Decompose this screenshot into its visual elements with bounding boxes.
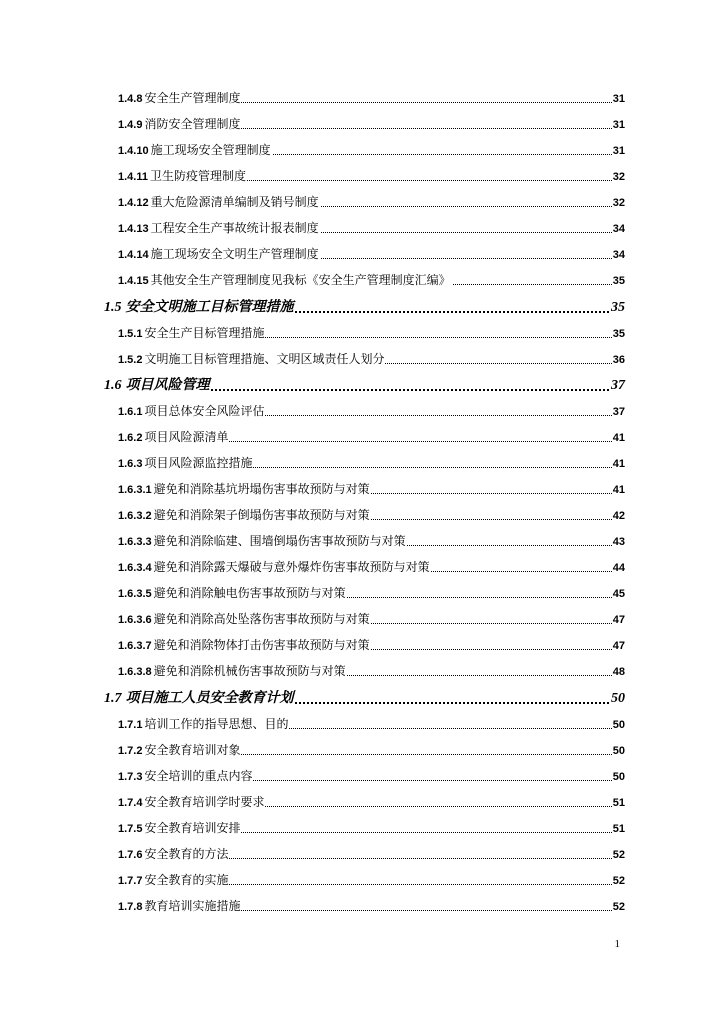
toc-entry[interactable] <box>0 531 724 551</box>
toc-entry[interactable] <box>0 661 724 681</box>
toc-entry-title: 避免和消除基坑坍塌伤害事故预防与对策 <box>153 482 370 496</box>
toc-section-number: 1.7 <box>104 691 122 706</box>
toc-entry[interactable] <box>0 583 724 603</box>
toc-entry-label <box>118 848 229 861</box>
toc-entry-page: 50 <box>612 745 625 757</box>
toc-entry-number: 1.4.14 <box>118 249 149 261</box>
toc-section-title: 项目施工人员安全教育计划 <box>125 690 294 706</box>
toc-entry-page: 47 <box>612 614 625 626</box>
toc-entry[interactable] <box>0 505 724 525</box>
toc-entry-page: 36 <box>612 354 625 366</box>
toc-entry-label <box>118 535 407 548</box>
toc-entry-page: 35 <box>612 328 625 340</box>
toc-entry-number: 1.6.3.5 <box>118 588 152 600</box>
toc-entry-title: 安全教育的实施 <box>144 873 229 887</box>
toc-entry-page: 34 <box>612 223 625 235</box>
toc-entry-page: 31 <box>612 93 625 105</box>
toc-entry-page: 32 <box>612 171 625 183</box>
toc-entry-number: 1.6.1 <box>118 406 143 418</box>
toc-entry-label <box>118 796 265 809</box>
toc-entry-page: 45 <box>612 588 625 600</box>
toc-entry-number: 1.6.3.4 <box>118 562 152 574</box>
toc-entry-number: 1.4.9 <box>118 119 143 131</box>
toc-entry-page: 43 <box>612 536 625 548</box>
toc-entry-number: 1.7.6 <box>118 849 143 861</box>
toc-entry-page: 52 <box>612 849 625 861</box>
toc-entry-label <box>118 665 347 678</box>
toc-section-entry[interactable] <box>0 296 724 318</box>
toc-entry-number: 1.7.8 <box>118 901 143 913</box>
toc-entry[interactable] <box>0 88 724 108</box>
toc-entry-number: 1.7.3 <box>118 771 143 783</box>
toc-entry-title: 避免和消除临建、围墙倒塌伤害事故预防与对策 <box>153 534 406 548</box>
toc-entry-label <box>118 222 320 235</box>
toc-entry[interactable] <box>0 401 724 421</box>
toc-entry[interactable] <box>0 896 724 916</box>
toc-section-page: 50 <box>611 691 625 706</box>
toc-entry-label <box>118 431 229 444</box>
toc-entry-number: 1.4.12 <box>118 197 149 209</box>
toc-entry-label <box>118 613 371 626</box>
toc-section-label <box>104 691 295 706</box>
toc-entry-number: 1.4.15 <box>118 275 149 287</box>
toc-entry-label <box>118 561 431 574</box>
toc-section-page: 37 <box>611 378 625 393</box>
toc-entry-title: 工程安全生产事故统计报表制度 <box>150 221 319 235</box>
toc-entry-page: 32 <box>612 197 625 209</box>
toc-entry-page: 42 <box>612 510 625 522</box>
toc-entry[interactable] <box>0 714 724 734</box>
toc-entry-label <box>118 509 371 522</box>
toc-entry-title: 安全培训的重点内容 <box>144 769 253 783</box>
toc-entry-page: 48 <box>612 666 625 678</box>
toc-entry-title: 避免和消除高处坠落伤害事故预防与对策 <box>153 612 370 626</box>
toc-entry-number: 1.4.8 <box>118 93 143 105</box>
toc-entry[interactable] <box>0 766 724 786</box>
toc-entry[interactable] <box>0 740 724 760</box>
toc-entry[interactable] <box>0 323 724 343</box>
toc-entry-title: 培训工作的指导思想、目的 <box>144 717 289 731</box>
toc-entry[interactable] <box>0 244 724 264</box>
toc-entry-title: 安全生产目标管理措施 <box>144 326 265 340</box>
toc-entry[interactable] <box>0 140 724 160</box>
toc-entry-page: 51 <box>612 823 625 835</box>
toc-entry-page: 41 <box>612 458 625 470</box>
toc-entry-page: 37 <box>612 406 625 418</box>
toc-entry-title: 项目风险源清单 <box>144 430 229 444</box>
toc-entry-label <box>118 405 265 418</box>
toc-entry-label <box>118 639 371 652</box>
toc-entry[interactable] <box>0 349 724 369</box>
toc-entry[interactable] <box>0 609 724 629</box>
toc-entry-title: 安全生产管理制度 <box>144 91 241 105</box>
toc-entry-number: 1.7.4 <box>118 797 143 809</box>
toc-entry[interactable] <box>0 453 724 473</box>
toc-section-label <box>104 300 295 315</box>
toc-entry-label <box>118 483 371 496</box>
toc-entry[interactable] <box>0 270 724 290</box>
toc-entry-title: 项目总体安全风险评估 <box>144 404 265 418</box>
toc-entry-label <box>118 770 253 783</box>
toc-entry-page: 50 <box>612 771 625 783</box>
toc-entry-number: 1.7.7 <box>118 875 143 887</box>
toc-section-entry[interactable] <box>0 687 724 709</box>
toc-entry[interactable] <box>0 166 724 186</box>
toc-entry[interactable] <box>0 818 724 838</box>
page-number: 1 <box>614 938 620 950</box>
toc-entry-number: 1.6.3.1 <box>118 484 152 496</box>
toc-entry[interactable] <box>0 114 724 134</box>
toc-entry-number: 1.7.1 <box>118 719 143 731</box>
toc-entry-title: 避免和消除机械伤害事故预防与对策 <box>153 664 346 678</box>
toc-entry-label <box>118 248 320 261</box>
toc-entry-page: 50 <box>612 719 625 731</box>
toc-entry-label <box>118 92 241 105</box>
toc-entry-label <box>118 274 452 287</box>
toc-entry-page: 41 <box>612 432 625 444</box>
toc-entry-number: 1.5.1 <box>118 328 143 340</box>
toc-entry[interactable] <box>0 844 724 864</box>
toc-entry-number: 1.6.3.8 <box>118 666 152 678</box>
toc-entry-label <box>118 744 241 757</box>
toc-entry-number: 1.6.3.7 <box>118 640 152 652</box>
toc-entry-title: 施工现场安全管理制度 <box>150 143 271 157</box>
toc-entry-label <box>118 196 320 209</box>
toc-section-title: 安全文明施工目标管理措施 <box>125 299 294 315</box>
toc-entry[interactable] <box>0 635 724 655</box>
toc-entry-page: 51 <box>612 797 625 809</box>
toc-entry-page: 35 <box>612 275 625 287</box>
toc-entry-label <box>118 457 253 470</box>
toc-entry-page: 31 <box>612 145 625 157</box>
toc-entry-number: 1.6.3.3 <box>118 536 152 548</box>
toc-entry[interactable] <box>0 792 724 812</box>
toc-entry-page: 52 <box>612 901 625 913</box>
toc-entry-number: 1.6.2 <box>118 432 143 444</box>
toc-entry-number: 1.7.5 <box>118 823 143 835</box>
toc-entry-label <box>118 144 272 157</box>
toc-entry-label <box>118 170 247 183</box>
toc-entry[interactable] <box>0 427 724 447</box>
toc-entry-label <box>118 327 265 340</box>
toc-entry-page: 44 <box>612 562 625 574</box>
toc-entry-page: 52 <box>612 875 625 887</box>
toc-entry[interactable] <box>0 218 724 238</box>
toc-entry[interactable] <box>0 557 724 577</box>
toc-entry[interactable] <box>0 479 724 499</box>
toc-entry-label <box>118 874 229 887</box>
toc-entry-page: 31 <box>612 119 625 131</box>
toc-entry-number: 1.6.3 <box>118 458 143 470</box>
toc-section-entry[interactable] <box>0 374 724 396</box>
toc-entry-title: 安全教育的方法 <box>144 847 229 861</box>
toc-entry-number: 1.6.3.2 <box>118 510 152 522</box>
toc-section-number: 1.6 <box>104 378 122 393</box>
toc-entry-title: 项目风险源监控措施 <box>144 456 253 470</box>
toc-entry-label <box>118 587 347 600</box>
toc-entry-label <box>118 118 241 131</box>
toc-entry-title: 文明施工目标管理措施、文明区域责任人划分 <box>144 352 385 366</box>
toc-entry-label <box>118 900 241 913</box>
toc-section-page: 35 <box>611 300 625 315</box>
toc-entry-label <box>118 822 241 835</box>
toc-entry-title: 安全教育培训学时要求 <box>144 795 265 809</box>
toc-entry-title: 消防安全管理制度 <box>144 117 241 131</box>
toc-entry-title: 卫生防疫管理制度 <box>149 169 246 183</box>
toc-entry-title: 避免和消除露天爆破与意外爆炸伤害事故预防与对策 <box>153 560 430 574</box>
toc-entry-title: 安全教育培训安排 <box>144 821 241 835</box>
toc-entry-page: 34 <box>612 249 625 261</box>
toc-entry-title: 教育培训实施措施 <box>144 899 241 913</box>
toc-entry-number: 1.4.10 <box>118 145 149 157</box>
toc-entry-title: 安全教育培训对象 <box>144 743 241 757</box>
toc-entry-title: 重大危险源清单编制及销号制度 <box>150 195 319 209</box>
toc-entry-title: 其他安全生产管理制度见我标《安全生产管理制度汇编》 <box>150 273 451 287</box>
toc-section-label <box>104 378 211 393</box>
toc-entry[interactable] <box>0 870 724 890</box>
toc-entry-number: 1.7.2 <box>118 745 143 757</box>
toc-entry-title: 施工现场安全文明生产管理制度 <box>150 247 319 261</box>
toc-entry[interactable] <box>0 192 724 212</box>
toc-entry-title: 避免和消除物体打击伤害事故预防与对策 <box>153 638 370 652</box>
toc-entry-title: 避免和消除触电伤害事故预防与对策 <box>153 586 346 600</box>
toc-section-number: 1.5 <box>104 300 122 315</box>
toc-entry-number: 1.6.3.6 <box>118 614 152 626</box>
toc-entry-label <box>118 718 289 731</box>
toc-entry-page: 47 <box>612 640 625 652</box>
toc-entry-page: 41 <box>612 484 625 496</box>
toc-entry-number: 1.4.13 <box>118 223 149 235</box>
dot-leader <box>140 389 620 391</box>
toc-entry-number: 1.4.11 <box>118 171 148 183</box>
toc-entry-number: 1.5.2 <box>118 354 143 366</box>
toc-section-title: 项目风险管理 <box>125 377 210 393</box>
toc-entry-title: 避免和消除架子倒塌伤害事故预防与对策 <box>153 508 370 522</box>
toc-entry-label <box>118 353 385 366</box>
